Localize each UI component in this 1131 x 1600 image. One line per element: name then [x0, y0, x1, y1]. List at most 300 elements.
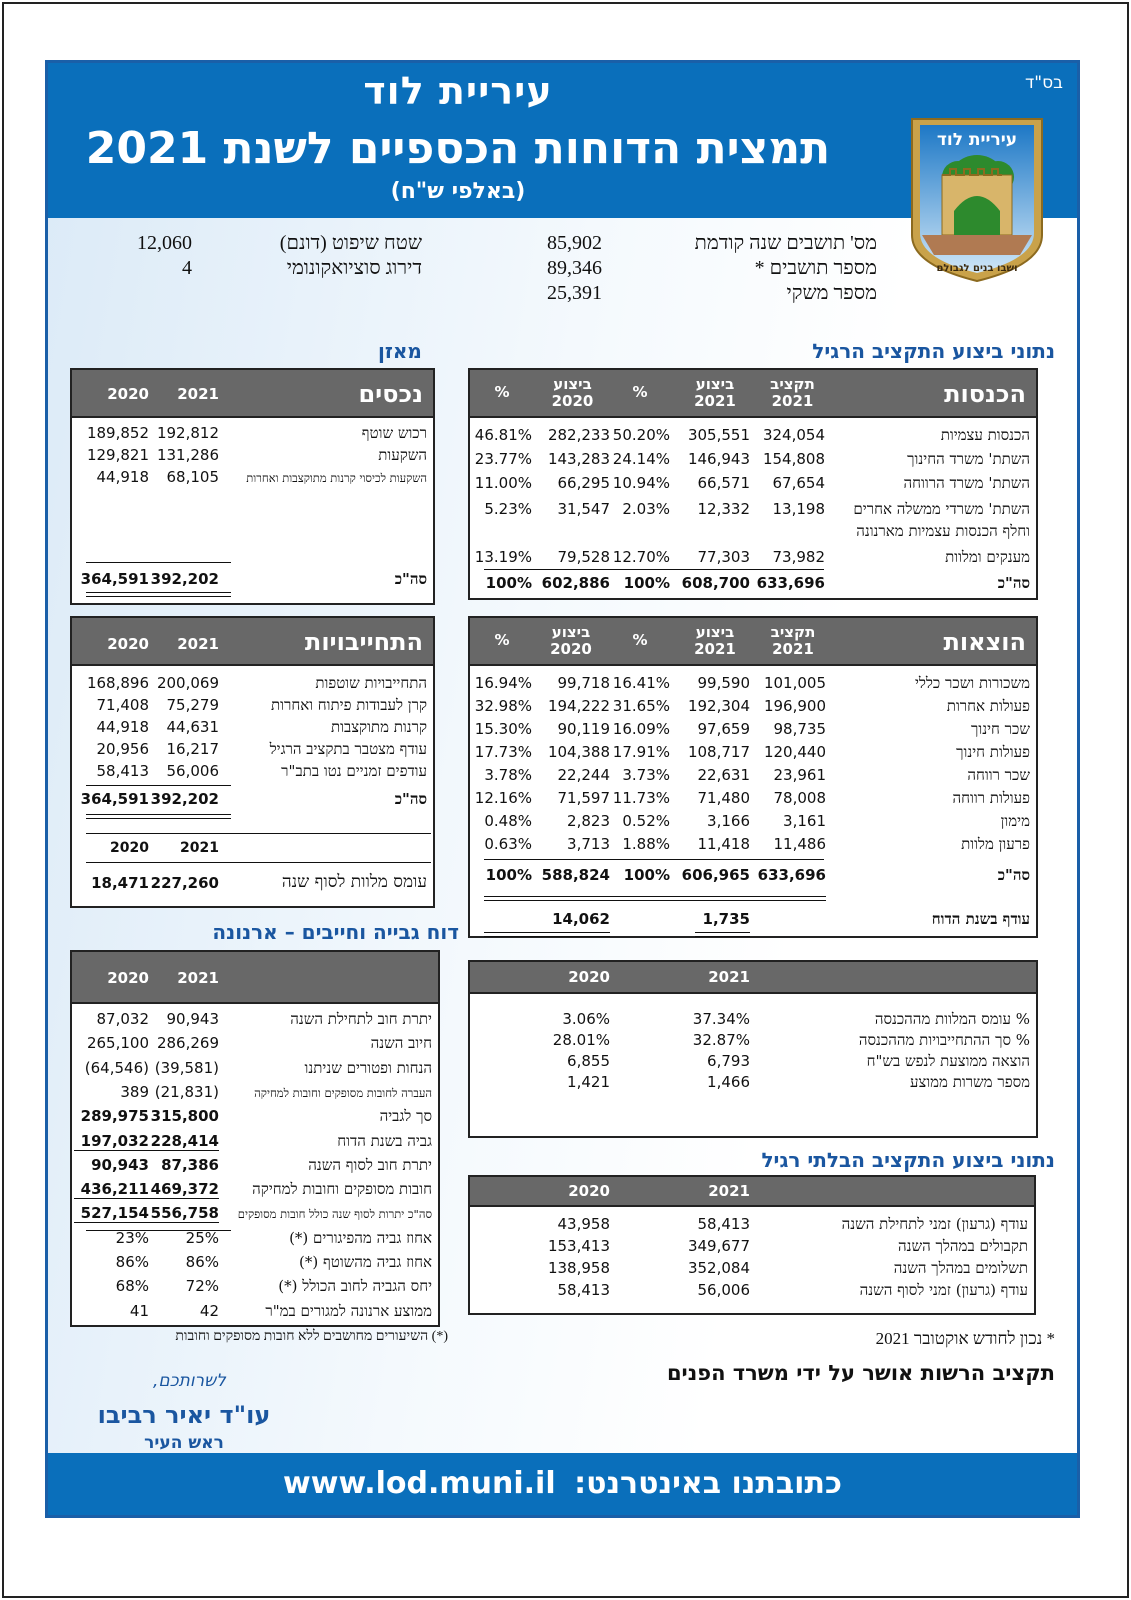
value-cell: 86%	[185, 1253, 219, 1271]
value-cell: 286,269	[156, 1034, 219, 1053]
value-cell: 11,418	[697, 835, 750, 853]
row-label: חובות מסופקים וחובות למחיקה	[252, 1180, 432, 1199]
website-link[interactable]: www.lod.muni.il	[283, 1466, 556, 1501]
row-label: התחייבויות שוטפות	[315, 674, 427, 692]
column-header-line: 2020	[551, 392, 594, 410]
value-cell: 28.01%	[552, 1031, 610, 1049]
row-label: אחוז גביה מהשוטף (*)	[299, 1253, 432, 1271]
row-label: % סך ההתחייבויות מההכנסה	[858, 1031, 1030, 1049]
row-label: סה"כ יתרות לסוף שנה כולל חובות מסופקים	[237, 1207, 432, 1222]
column-header-line: תקציב	[770, 375, 815, 393]
value-cell: 0.63%	[484, 835, 532, 853]
column-header: 2020	[107, 635, 149, 653]
value-cell: 15.30%	[474, 720, 532, 738]
value-cell: 90,119	[557, 720, 610, 738]
value-cell: 16.09%	[612, 720, 670, 738]
value-cell: 192,812	[156, 424, 219, 442]
report-title: תמצית הדוחות הכספיים לשנת 2021	[85, 123, 831, 174]
bsd-mark: בס"ד	[1025, 73, 1063, 93]
income-table	[468, 368, 1038, 600]
liabilities-table	[70, 616, 435, 908]
arnona-row	[72, 1302, 438, 1324]
column-header-line: ביצוע	[553, 375, 592, 393]
row-label: תקבולים במהלך השנה	[898, 1237, 1028, 1255]
row-label: הוצאה ממוצעת לנפש בש"ח	[866, 1052, 1030, 1070]
value-cell: 392,202	[150, 790, 219, 808]
value-cell: 11.73%	[612, 789, 670, 807]
row-label: פעולות אחרות	[946, 697, 1030, 715]
value-cell: 23,961	[773, 766, 826, 784]
value-cell: 6,855	[567, 1052, 610, 1070]
row-label: השתת' משרד החינוך	[907, 450, 1030, 468]
expense-row	[470, 789, 1036, 811]
value-cell: 1,466	[707, 1073, 750, 1091]
value-cell: 200,069	[156, 674, 219, 692]
column-header-line: 2021	[694, 392, 736, 410]
column-header-line: %	[494, 383, 510, 401]
value-cell: 3,713	[567, 835, 610, 853]
value-cell: 71,480	[697, 789, 750, 807]
loans-mid-rule	[86, 862, 431, 863]
value-cell: 12,332	[697, 500, 750, 518]
row-label: סה"כ	[997, 866, 1030, 884]
city-title: עיריית לוד	[363, 69, 553, 113]
value-cell: 73,982	[772, 548, 825, 566]
liability-total-row	[72, 790, 433, 812]
arnona-row	[72, 1204, 438, 1226]
value-cell: 228,414	[144, 1132, 219, 1151]
column-header-line: 2020	[550, 640, 592, 658]
value-cell: 588,824	[541, 866, 610, 884]
info-label: דירוג סוציואקונומי	[286, 257, 422, 279]
arnona-title: דוח גבייה וחייבים – ארנונה	[212, 920, 459, 944]
row-label: מספר משרות ממוצע	[909, 1073, 1030, 1091]
value-cell: 100%	[485, 574, 532, 592]
liability-row	[72, 674, 433, 696]
value-cell: 32.98%	[474, 697, 532, 715]
value-cell: 16,217	[166, 740, 219, 758]
value-cell: 633,696	[756, 574, 825, 592]
development-budget-title: נתוני ביצוע התקציב הבלתי רגיל	[761, 1148, 1055, 1172]
value-cell: 43,958	[557, 1215, 610, 1233]
column-header-line: 2021	[694, 640, 736, 658]
arnona-double-underline	[86, 1230, 231, 1231]
column-header-line: %	[494, 631, 510, 649]
value-cell: 154,808	[762, 450, 825, 468]
value-cell: 194,222	[547, 697, 610, 715]
row-label: עודף (גרעון) זמני לסוף השנה	[859, 1281, 1028, 1299]
value-cell: 10.94%	[612, 474, 670, 492]
column-header-line: ביצוע	[695, 623, 735, 641]
assets-table-header	[72, 370, 433, 418]
ratios-table	[468, 960, 1038, 1138]
info-value: 25,391	[547, 282, 602, 304]
total-rule	[484, 569, 824, 570]
value-cell: 44,918	[96, 468, 149, 486]
value-cell: 24.14%	[612, 450, 670, 468]
value-cell: 58,413	[697, 1215, 750, 1233]
value-cell: 12.16%	[474, 789, 532, 807]
value-cell: 32.87%	[692, 1031, 750, 1049]
income-row	[470, 450, 1036, 472]
ratio-row	[470, 1073, 1036, 1095]
value-cell: 352,084	[687, 1259, 750, 1277]
arnona-row	[72, 1083, 438, 1105]
arnona-row	[72, 1010, 438, 1032]
column-header	[472, 632, 532, 649]
value-cell: 87,032	[96, 1010, 149, 1028]
column-header: 2020	[107, 969, 149, 987]
value-cell: 11.00%	[474, 474, 532, 492]
column-header-line: %	[632, 383, 648, 401]
liability-row	[72, 762, 433, 784]
residents-footnote: * נכון לחודש אוקטובר 2021	[875, 1329, 1055, 1348]
row-label: השתת' משרדי ממשלה אחרים	[853, 500, 1030, 518]
row-label: קרן לעבודות פיתוח ואחרות	[270, 696, 427, 714]
value-cell: 87,386	[161, 1155, 219, 1174]
column-header	[760, 376, 825, 410]
value-cell: 633,696	[757, 866, 826, 884]
column-header	[610, 384, 670, 401]
row-label: אחוז גביה מהפיגורים (*)	[289, 1228, 432, 1247]
value-cell: 120,440	[763, 743, 826, 761]
value-cell: 602,886	[541, 574, 610, 592]
row-label: רכוש שוטף	[361, 424, 427, 442]
loans-row	[72, 874, 433, 896]
value-cell: 41	[129, 1301, 149, 1320]
arnona-row	[72, 1132, 438, 1154]
value-cell: 67,654	[772, 474, 825, 492]
value-cell: 146,943	[687, 450, 750, 468]
value-cell: 22,631	[697, 766, 750, 784]
value-cell: 392,202	[150, 570, 219, 588]
arnona-row	[72, 1034, 438, 1056]
column-header	[532, 624, 610, 658]
value-cell: 22,244	[557, 766, 610, 784]
value-cell: 18,471	[91, 874, 149, 892]
value-cell: 364,591	[80, 570, 149, 588]
liabilities-table-header	[72, 618, 433, 666]
development-budget-table	[468, 1175, 1036, 1315]
row-label: השקעות לכיסוי קרנות מתוקצבות ואחרות	[246, 471, 427, 485]
value-cell: 58,413	[557, 1281, 610, 1299]
info-value: 4	[182, 257, 192, 279]
surplus-rule-2020	[484, 932, 610, 937]
arnona-table-header	[72, 952, 438, 1004]
row-label: יתרת חוב לתחילת השנה	[290, 1010, 432, 1028]
value-cell: 108,717	[687, 743, 750, 761]
arnona-row	[72, 1229, 438, 1251]
info-value: 12,060	[137, 232, 192, 254]
development-row	[470, 1237, 1034, 1259]
info-label: מס' תושבים שנה קודמת	[694, 232, 877, 254]
row-label: יחס הגביה לחוב הכולל (*)	[278, 1277, 432, 1296]
development-row	[470, 1281, 1034, 1303]
info-label: שטח שיפוט (דונם)	[279, 232, 422, 254]
asset-total-row	[72, 570, 433, 592]
mayor-role: ראש העיר	[144, 1433, 224, 1453]
report-frame	[45, 60, 1080, 1518]
value-cell: 31.65%	[612, 697, 670, 715]
value-cell: 79,528	[557, 548, 610, 566]
column-header-line: %	[632, 631, 648, 649]
value-cell: 100%	[623, 574, 670, 592]
expense-row	[470, 697, 1036, 719]
ratios-table-header	[470, 962, 1036, 994]
value-cell: 2.03%	[622, 500, 670, 518]
column-header	[472, 384, 532, 401]
development-budget-header	[470, 1177, 1034, 1207]
value-cell: 11,486	[773, 835, 826, 853]
column-header	[610, 632, 670, 649]
value-cell: 265,100	[86, 1034, 149, 1053]
value-cell: 66,295	[557, 474, 610, 492]
value-cell: 14,062	[552, 910, 610, 928]
footer-banner	[48, 1453, 1077, 1515]
column-header-line: ביצוע	[695, 375, 735, 393]
value-cell: 44,631	[166, 718, 219, 736]
value-cell: 1,735	[702, 910, 750, 928]
value-cell: 3,166	[707, 812, 750, 830]
value-cell: 17.91%	[612, 743, 670, 761]
value-cell: 227,260	[150, 874, 219, 892]
total-rule	[86, 562, 231, 563]
value-cell: 71,408	[96, 696, 149, 714]
row-label: סה"כ	[997, 574, 1030, 592]
value-cell: 86%	[115, 1253, 149, 1271]
value-cell: (64,546)	[84, 1058, 149, 1077]
value-cell: 68%	[115, 1277, 149, 1296]
row-label: קרנות מתוקצבות	[330, 718, 427, 736]
value-cell: 364,591	[80, 790, 149, 808]
arnona-row	[72, 1253, 438, 1275]
column-header: 2021	[708, 968, 750, 986]
value-cell: 99,718	[557, 674, 610, 692]
row-label: סה"כ	[394, 790, 427, 808]
signature-greeting: לשרותכם,	[153, 1371, 226, 1391]
value-cell: 78,008	[773, 789, 826, 807]
income-row	[470, 548, 1036, 570]
value-cell: 5.23%	[484, 500, 532, 518]
asset-row	[72, 468, 433, 490]
info-label: מספר משקי	[786, 282, 877, 304]
value-cell: 2,823	[567, 812, 610, 830]
arnona-row	[72, 1107, 438, 1129]
row-label: פעולות רווחה	[952, 789, 1030, 807]
expense-row	[470, 766, 1036, 788]
budget-approval-note: תקציב הרשות אושר על ידי משרד הפנים	[666, 1361, 1055, 1385]
value-cell: 608,700	[681, 574, 750, 592]
value-cell: 13,198	[772, 500, 825, 518]
value-cell: 23%	[115, 1228, 149, 1247]
row-label: עודף מצטבר בתקציב הרגיל	[269, 740, 427, 758]
ratio-row	[470, 1010, 1036, 1032]
expense-row	[470, 720, 1036, 742]
double-rule	[86, 814, 231, 819]
value-cell: 527,154	[74, 1204, 149, 1223]
value-cell: 1.88%	[622, 835, 670, 853]
assets-table	[70, 368, 435, 605]
arnona-row	[72, 1156, 438, 1178]
value-cell: 0.48%	[484, 812, 532, 830]
double-rule	[484, 896, 826, 901]
column-header: 2021	[708, 1182, 750, 1200]
column-header: 2021	[177, 969, 219, 987]
value-cell: 349,677	[687, 1237, 750, 1255]
expenses-title: הוצאות	[943, 628, 1026, 656]
value-cell: 143,283	[547, 450, 610, 468]
arnona-row	[72, 1059, 438, 1081]
value-cell: 389	[120, 1082, 149, 1101]
asset-row	[72, 446, 433, 468]
row-label: חיוב השנה	[370, 1034, 432, 1053]
value-cell: 99,590	[697, 674, 750, 692]
value-cell: 556,758	[144, 1204, 219, 1223]
income-total-row	[470, 574, 1036, 596]
column-header: 2020	[568, 968, 610, 986]
value-cell: 469,372	[144, 1180, 219, 1199]
regular-budget-title: נתוני ביצוע התקציב הרגיל	[812, 339, 1055, 363]
value-cell: 37.34%	[692, 1010, 750, 1028]
city-info-right	[547, 231, 877, 306]
row-label: עודף בשנת הדוח	[931, 910, 1030, 928]
asset-row	[72, 424, 433, 446]
row-label: ממוצע ארנונה למגורים במ"ר	[265, 1301, 432, 1320]
row-label: יתרת חוב לסוף השנה	[308, 1155, 432, 1174]
row-label: מענקים ומלוות	[945, 548, 1030, 566]
expense-row	[470, 743, 1036, 765]
value-cell: 138,958	[547, 1259, 610, 1277]
value-cell: 13.19%	[474, 548, 532, 566]
value-cell: 153,413	[547, 1237, 610, 1255]
value-cell: 50.20%	[612, 426, 670, 444]
income-row	[470, 500, 1036, 540]
arnona-row	[72, 1180, 438, 1202]
column-header-line: ביצוע	[551, 623, 591, 641]
row-label: העברה לחובות מסופקים וחובות למחיקה	[254, 1085, 432, 1100]
double-rule	[86, 592, 231, 597]
value-cell: 131,286	[156, 446, 219, 464]
info-value: 85,902	[547, 232, 602, 254]
value-cell: 25%	[185, 1228, 219, 1247]
row-label: הנחות ופטורים שניתנו	[304, 1058, 432, 1077]
value-cell: 3.73%	[622, 766, 670, 784]
row-label: סך לגביה	[379, 1107, 432, 1126]
value-cell: 606,965	[681, 866, 750, 884]
row-label: פרעון מלוות	[961, 835, 1030, 853]
liability-row	[72, 740, 433, 762]
value-cell: 0.52%	[622, 812, 670, 830]
value-cell: 16.94%	[474, 674, 532, 692]
column-header	[680, 624, 750, 658]
value-cell: 315,800	[150, 1107, 219, 1126]
loans-column-header: 2020	[110, 840, 149, 856]
column-header: 2021	[177, 385, 219, 403]
value-cell: 436,211	[74, 1180, 149, 1199]
value-cell: 289,975	[80, 1107, 149, 1126]
column-header-line: תקציב	[770, 623, 816, 641]
value-cell: 189,852	[86, 424, 149, 442]
value-cell: 1,421	[567, 1073, 610, 1091]
value-cell: 68,105	[166, 468, 219, 486]
income-table-header	[470, 370, 1036, 418]
value-cell: 98,735	[773, 720, 826, 738]
value-cell: 90,943	[166, 1010, 219, 1028]
expenses-table-header	[470, 618, 1036, 666]
value-cell: 3.06%	[562, 1010, 610, 1028]
loans-column-header: 2021	[180, 840, 219, 856]
value-cell: 77,303	[697, 548, 750, 566]
column-header: 2021	[177, 635, 219, 653]
value-cell: 282,233	[547, 426, 610, 444]
column-header-line: 2021	[772, 640, 814, 658]
value-cell: 324,054	[762, 426, 825, 444]
value-cell: 305,551	[687, 426, 750, 444]
row-label: השקעות	[378, 446, 427, 464]
value-cell: 129,821	[86, 446, 149, 464]
value-cell: 58,413	[96, 762, 149, 780]
value-cell: 75,279	[166, 696, 219, 714]
value-cell: 31,547	[557, 500, 610, 518]
value-cell: 16.41%	[612, 674, 670, 692]
column-header-line: 2021	[771, 392, 814, 410]
row-label: עומס מלוות לסוף שנה	[281, 872, 427, 892]
surplus-rule-2021	[695, 932, 750, 937]
value-cell: 192,304	[687, 697, 750, 715]
value-cell: 168,896	[86, 674, 149, 692]
liabilities-title: התחייבויות	[304, 628, 423, 656]
expenses-table	[468, 616, 1038, 938]
income-row	[470, 474, 1036, 496]
row-label: תשלומים במהלך השנה	[893, 1259, 1028, 1277]
liability-row	[72, 696, 433, 718]
liability-row	[72, 718, 433, 740]
row-label: מימון	[1000, 812, 1030, 830]
value-cell: 20,956	[96, 740, 149, 758]
column-header	[760, 624, 826, 658]
column-header	[680, 376, 750, 410]
value-cell: 196,900	[763, 697, 826, 715]
row-label: שכר רווחה	[967, 766, 1030, 784]
value-cell: 72%	[185, 1277, 219, 1296]
development-row	[470, 1259, 1034, 1281]
value-cell: 46.81%	[474, 426, 532, 444]
value-cell: 6,793	[707, 1052, 750, 1070]
value-cell: 66,571	[697, 474, 750, 492]
value-cell: 3.78%	[484, 766, 532, 784]
value-cell: 12.70%	[612, 548, 670, 566]
info-label: מספר תושבים *	[754, 257, 877, 279]
logo-title: עיריית לוד	[936, 130, 1018, 150]
arnona-row	[72, 1277, 438, 1299]
mayor-name: עו"ד יאיר רביבו	[97, 1401, 271, 1429]
loans-top-rule	[86, 833, 431, 834]
expense-row	[470, 812, 1036, 834]
row-label: הכנסות עצמיות	[940, 426, 1030, 444]
ratio-row	[470, 1052, 1036, 1074]
row-label: עודף (גרעון) זמני לתחילת השנה	[841, 1215, 1028, 1233]
value-cell: 100%	[485, 866, 532, 884]
column-header: 2020	[107, 385, 149, 403]
row-label: % עומס המלוות מההכנסה	[874, 1010, 1030, 1028]
development-row	[470, 1215, 1034, 1237]
row-label: שכר חינוך	[971, 720, 1030, 738]
row-label: משכורות ושכר כללי	[914, 674, 1030, 692]
expense-total-row	[470, 866, 1036, 888]
row-label: גביה בשנת הדוח	[337, 1131, 432, 1150]
website-label: כתובתנו באינטרנט:	[574, 1466, 842, 1501]
row-label: עודפים זמניים נטו בתב"ר	[281, 762, 427, 780]
